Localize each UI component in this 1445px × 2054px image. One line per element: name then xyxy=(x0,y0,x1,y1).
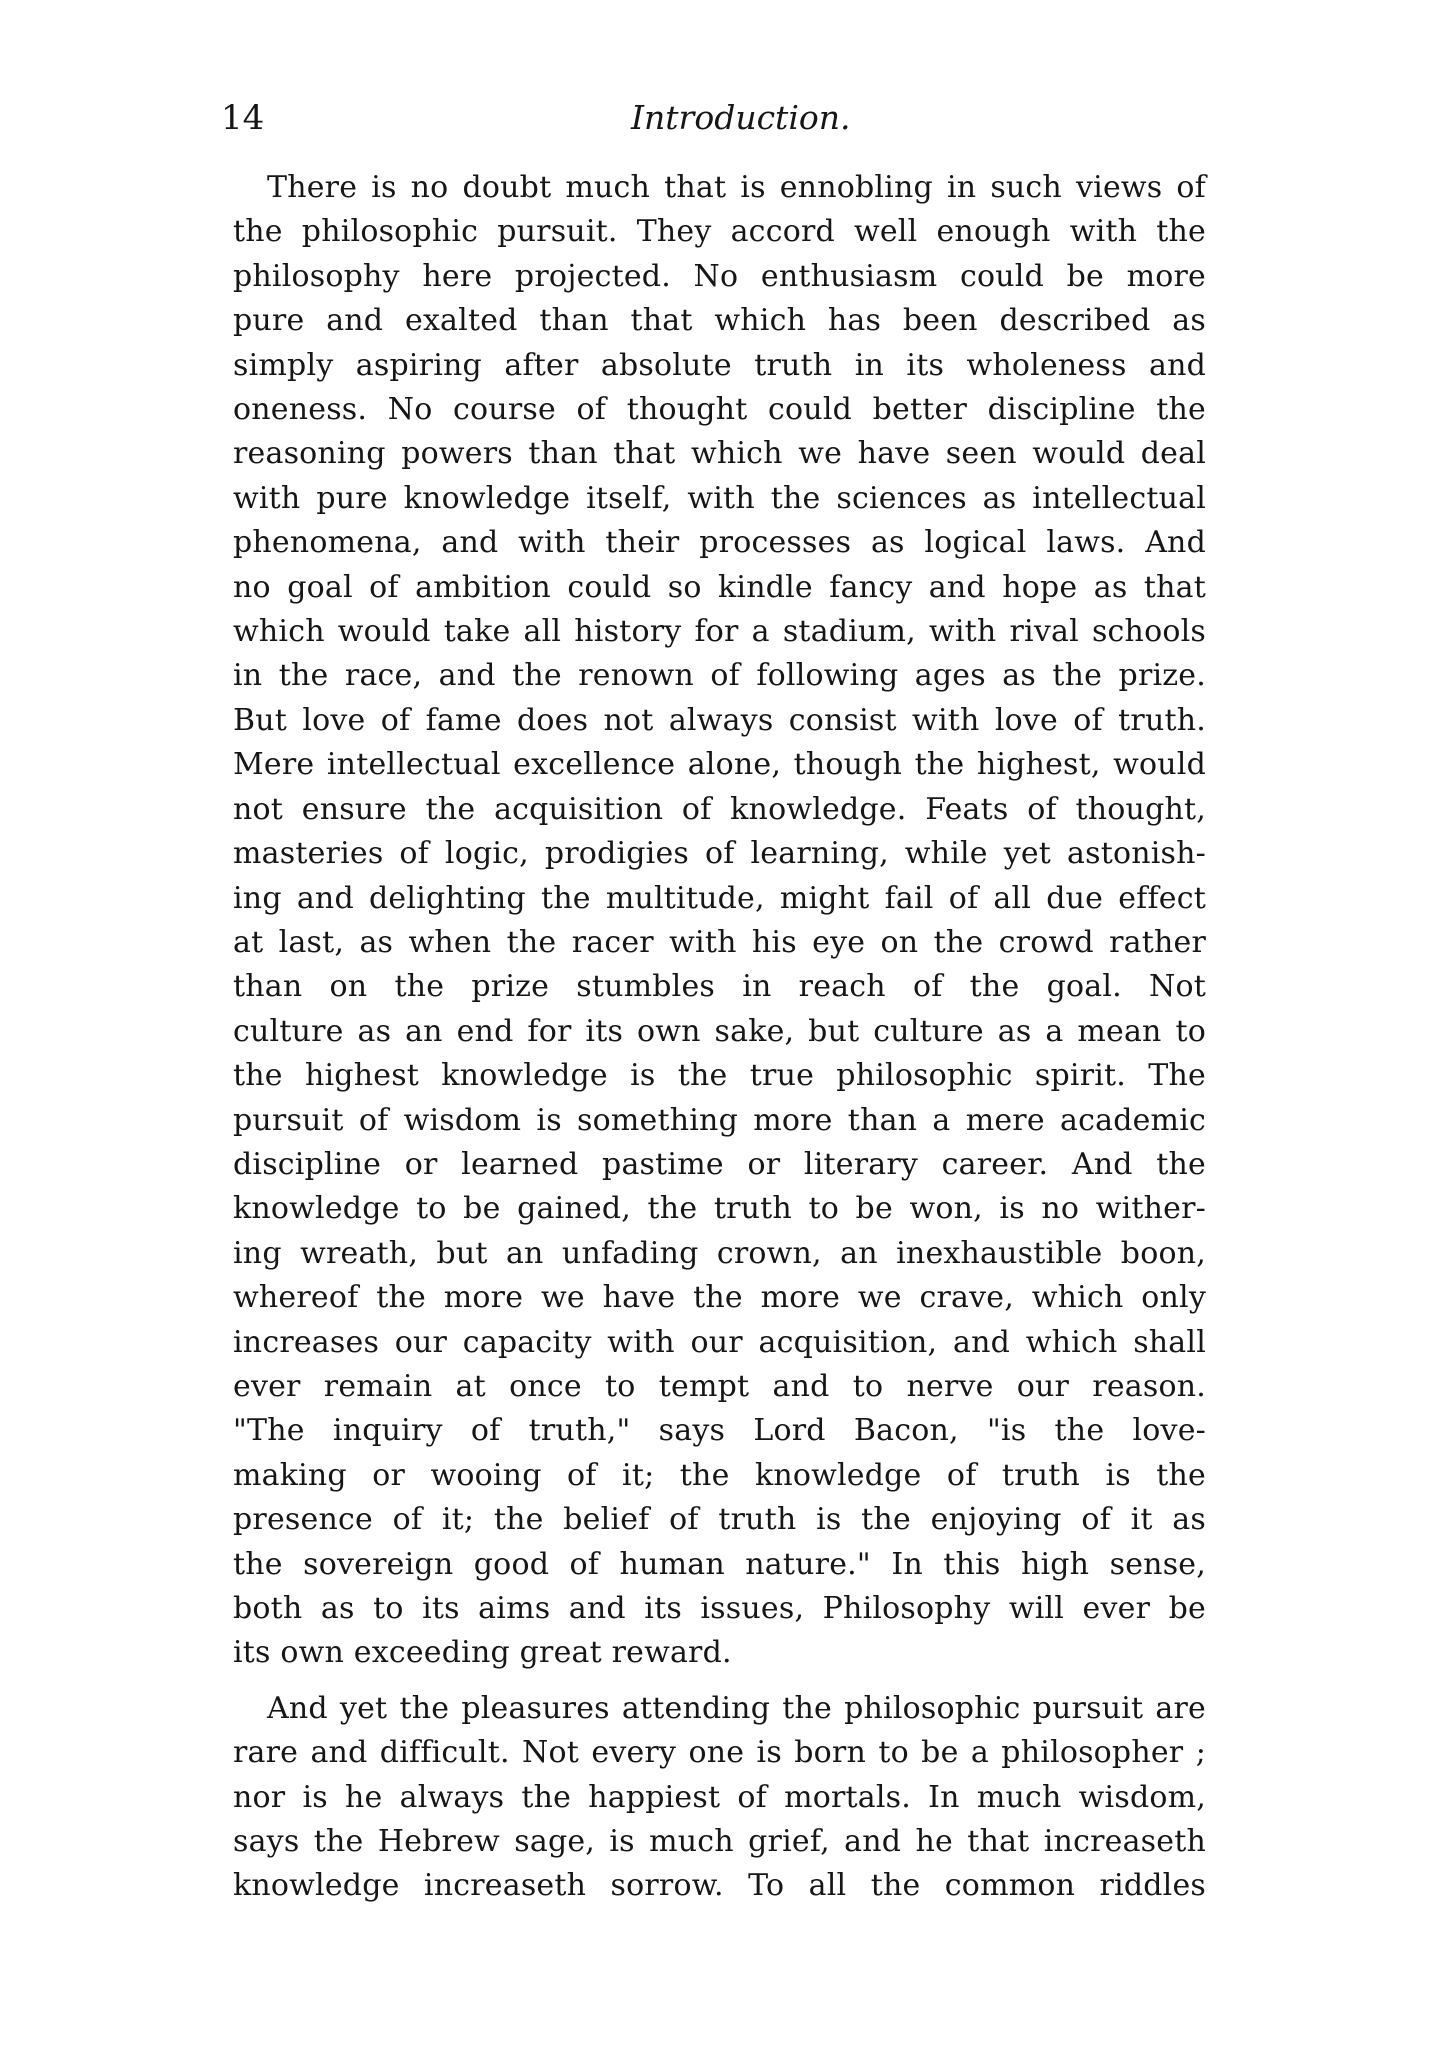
text-line: oneness. No course of thought could better discipline the xyxy=(233,392,1206,428)
paragraph-2 xyxy=(233,1687,1206,1909)
text-line: both as to its aims and its issues, Philosophy will ever be xyxy=(233,1591,1206,1626)
text-line: But love of fame does not always consist with love of truth. xyxy=(233,702,1206,738)
text-line: knowledge to be gained, the truth to be won, is no wither- xyxy=(233,1191,1206,1227)
text-line: making or wooing of it; the knowledge of truth is the xyxy=(233,1457,1206,1493)
text-line: knowledge increaseth sorrow. To all the common riddles xyxy=(233,1868,1206,1904)
text-line: the philosophic pursuit. They accord well enough with the xyxy=(233,214,1206,250)
text-line: simply aspiring after absolute truth in its wholeness and xyxy=(233,347,1206,383)
text-line: the highest knowledge is the true philosophic spirit. The xyxy=(233,1058,1206,1094)
paragraph-1 xyxy=(233,166,1206,1676)
text-line: discipline or learned pastime or literary career. And the xyxy=(233,1146,1206,1182)
text-line: no goal of ambition could so kindle fancy and hope as that xyxy=(233,569,1206,605)
text-line: ing and delighting the multitude, might fail of all due effect xyxy=(233,880,1206,916)
text-line: ing wreath, but an unfading crown, an inexhaustible boon, xyxy=(233,1235,1206,1271)
text-line: And yet the pleasures attending the philosophic pursuit are xyxy=(267,1690,1206,1726)
text-line: in the race, and the renown of following ages as the prize. xyxy=(233,658,1206,694)
text-line: presence of it; the belief of truth is the enjoying of it as xyxy=(233,1502,1206,1538)
text-line: phenomena, and with their processes as logical laws. And xyxy=(233,525,1206,561)
text-line: philosophy here projected. No enthusiasm could be more xyxy=(233,258,1206,294)
text-line: at last, as when the racer with his eye on the crowd rather xyxy=(233,924,1206,960)
text-line: increases our capacity with our acquisition, and which shall xyxy=(233,1324,1206,1360)
running-title: Introduction. xyxy=(631,98,851,137)
text-line: There is no doubt much that is ennobling in such views of xyxy=(267,170,1206,205)
text-line: culture as an end for its own sake, but culture as a mean to xyxy=(233,1013,1206,1049)
text-line: ever remain at once to tempt and to nerve our reason. xyxy=(233,1368,1206,1404)
text-line: masteries of logic, prodigies of learning, while yet astonish- xyxy=(233,836,1206,872)
text-line: nor is he always the happiest of mortals. In much wisdom, xyxy=(233,1779,1206,1815)
body-text xyxy=(233,166,1206,1909)
text-line: with pure knowledge itself, with the sciences as intellectual xyxy=(233,480,1206,516)
text-line: than on the prize stumbles in reach of the goal. Not xyxy=(233,969,1206,1005)
text-line: Mere intellectual excellence alone, though the highest, would xyxy=(233,747,1206,783)
text-line: says the Hebrew sage, is much grief, and he that increaseth xyxy=(233,1824,1206,1860)
page-number: 14 xyxy=(221,98,265,138)
text-line: not ensure the acquisition of knowledge. Feats of thought, xyxy=(233,791,1206,827)
text-line: pure and exalted than that which has been described as xyxy=(233,303,1206,339)
text-line: reasoning powers than that which we have seen would deal xyxy=(233,436,1206,472)
text-line: the sovereign good of human nature." In this high sense, xyxy=(233,1546,1206,1582)
text-line: rare and difficult. Not every one is born to be a philosopher ; xyxy=(233,1735,1206,1771)
text-line: pursuit of wisdom is something more than a mere academic xyxy=(233,1102,1206,1138)
text-line: its own exceeding great reward. xyxy=(233,1635,732,1671)
text-line: whereof the more we have the more we crave, which only xyxy=(233,1280,1206,1316)
text-line: "The inquiry of truth," says Lord Bacon, "is the love- xyxy=(233,1413,1206,1449)
page-header xyxy=(221,98,1221,148)
text-line: which would take all history for a stadium, with rival schools xyxy=(233,614,1206,650)
